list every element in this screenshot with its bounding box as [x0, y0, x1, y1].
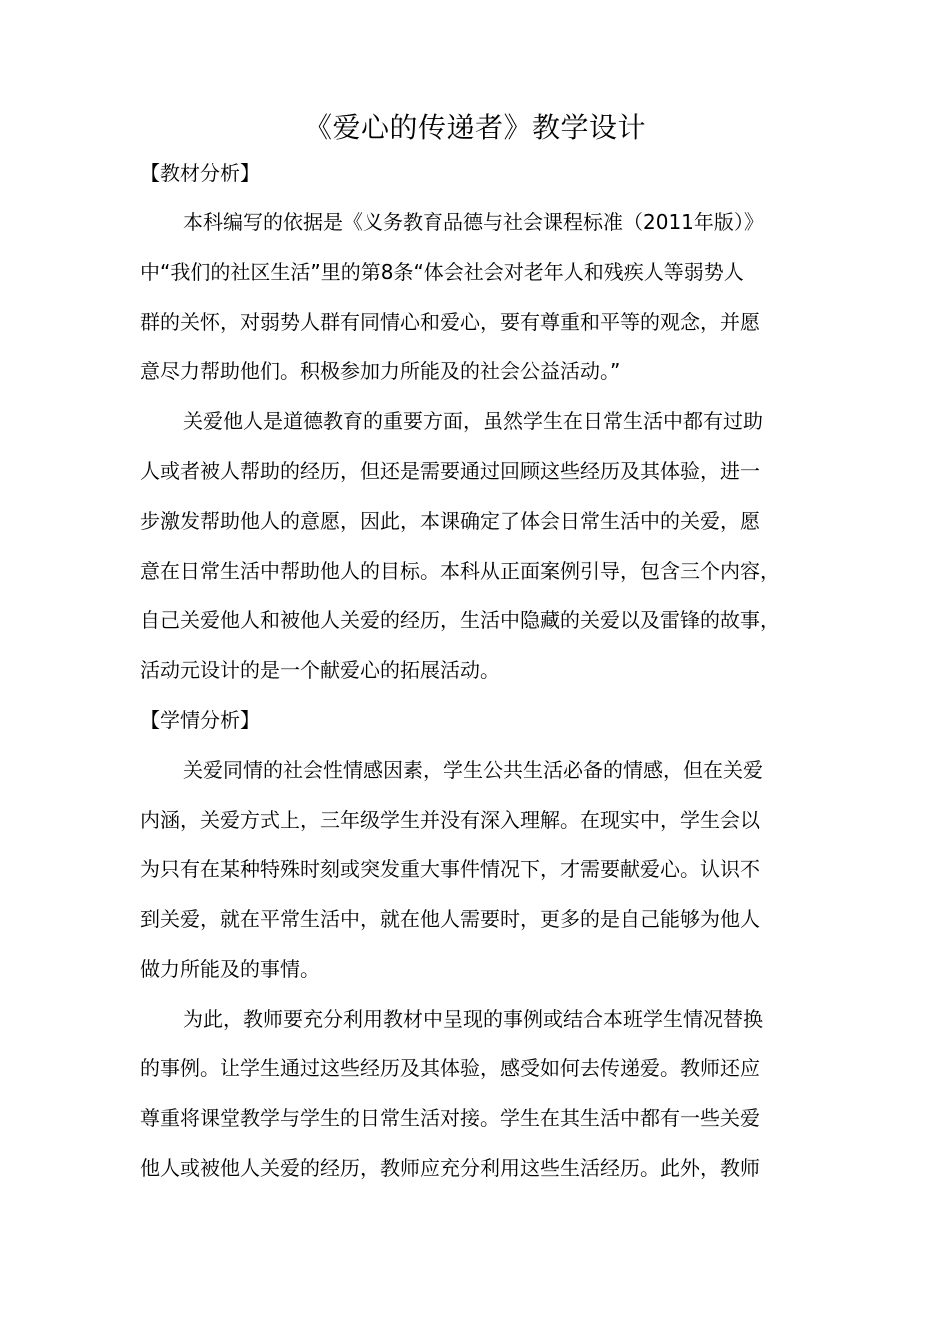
paragraph-line: 做力所能及的事情。 [140, 957, 320, 981]
paragraph-line: 人或者被人帮助的经历，但还是需要通过回顾这些经历及其体验，进一 [140, 459, 760, 483]
paragraph-line: 活动元设计的是一个献爱心的拓展活动。 [140, 658, 500, 682]
paragraph-line: 为此，教师要充分利用教材中呈现的事例或结合本班学生情况替换 [183, 1007, 763, 1031]
section-heading-textbook-analysis: 【教材分析】 [140, 161, 260, 185]
paragraph-line: 本科编写的依据是《义务教育品德与社会课程标准（2011年版）》 [183, 210, 764, 234]
section-heading-learner-analysis: 【学情分析】 [140, 708, 260, 732]
paragraph-line: 的事例。让学生通过这些经历及其体验，感受如何去传递爱。教师还应 [140, 1056, 760, 1080]
paragraph-line: 关爱他人是道德教育的重要方面，虽然学生在日常生活中都有过助 [183, 409, 763, 433]
document-title: 《爱心的传递者》教学设计 [303, 111, 646, 144]
paragraph-line: 意尽力帮助他们。积极参加力所能及的社会公益活动。” [140, 359, 621, 383]
paragraph-line: 尊重将课堂教学与学生的日常生活对接。学生在其生活中都有一些关爱 [140, 1106, 760, 1130]
paragraph-line: 步激发帮助他人的意愿，因此，本课确定了体会日常生活中的关爱，愿 [140, 509, 760, 533]
paragraph-line: 中“我们的社区生活”里的第8条“体会社会对老年人和残疾人等弱势人 [140, 260, 744, 284]
paragraph-line: 内涵，关爱方式上，三年级学生并没有深入理解。在现实中，学生会以 [140, 808, 760, 832]
paragraph-line: 到关爱，就在平常生活中，就在他人需要时，更多的是自己能够为他人 [140, 907, 760, 931]
paragraph-line: 群的关怀，对弱势人群有同情心和爱心，要有尊重和平等的观念，并愿 [140, 310, 760, 334]
paragraph-line: 他人或被他人关爱的经历，教师应充分利用这些生活经历。此外，教师 [140, 1156, 760, 1180]
paragraph-line: 意在日常生活中帮助他人的目标。本科从正面案例引导，包含三个内容， [140, 559, 780, 583]
paragraph-line: 关爱同情的社会性情感因素，学生公共生活必备的情感，但在关爱 [183, 758, 763, 782]
paragraph-line: 自己关爱他人和被他人关爱的经历，生活中隐藏的关爱以及雷锋的故事， [140, 608, 780, 632]
paragraph-line: 为只有在某种特殊时刻或突发重大事件情况下，才需要献爱心。认识不 [140, 857, 760, 881]
